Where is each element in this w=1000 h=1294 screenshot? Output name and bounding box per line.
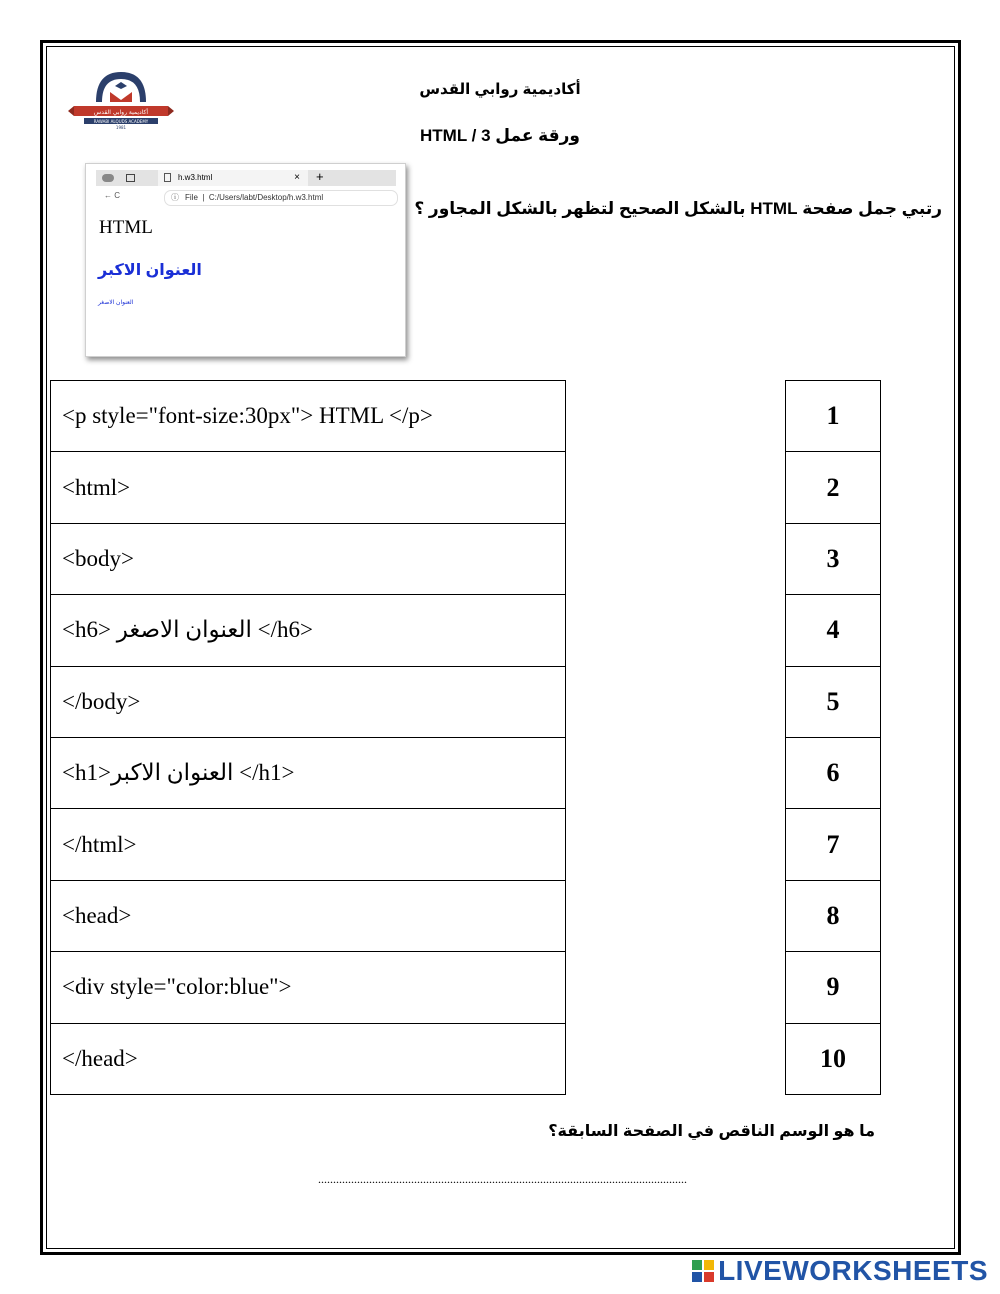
- table-row: [51, 381, 566, 452]
- code-line: <h1>العنوان الاكبر </h1>: [51, 737, 566, 808]
- table-row: [786, 809, 881, 880]
- table-row: [51, 595, 566, 666]
- table-row: [51, 737, 566, 808]
- order-number[interactable]: 9: [786, 952, 881, 1023]
- missing-tag-question: ما هو الوسم الناقص في الصفحة السابقة؟: [548, 1123, 875, 1140]
- preview-heading-large: العنوان الاكبر: [98, 262, 202, 279]
- brand-text: LIVEWORKSHEETS: [718, 1255, 988, 1286]
- close-icon: ×: [294, 172, 300, 183]
- answer-line[interactable]: ...........................................................................................................................: [318, 1172, 687, 1186]
- code-line: <head>: [51, 880, 566, 951]
- school-name: أكاديمية روابي القدس: [419, 81, 581, 98]
- tab-title: h.w3.html: [178, 173, 213, 182]
- table-row: [51, 452, 566, 523]
- address-text: File | C:/Users/labt/Desktop/h.w3.html: [185, 193, 324, 202]
- code-line: <div style="color:blue">: [51, 952, 566, 1023]
- liveworksheets-brand: [692, 1255, 988, 1285]
- table-row: [51, 666, 566, 737]
- table-row: [786, 880, 881, 951]
- table-row: [786, 381, 881, 452]
- table-row: [51, 952, 566, 1023]
- school-logo: [66, 66, 176, 138]
- order-number[interactable]: 2: [786, 452, 881, 523]
- new-tab-icon: +: [316, 169, 324, 184]
- tab-overview-icon: [126, 174, 135, 182]
- svg-text:أكاديمية روابي القدس: أكاديمية روابي القدس: [93, 109, 149, 116]
- order-number[interactable]: 4: [786, 595, 881, 666]
- order-number[interactable]: 10: [786, 1023, 881, 1094]
- order-number[interactable]: 3: [786, 523, 881, 594]
- order-number[interactable]: 1: [786, 381, 881, 452]
- table-row: [51, 809, 566, 880]
- order-number[interactable]: 8: [786, 880, 881, 951]
- table-row: [786, 452, 881, 523]
- order-numbers-table: [785, 380, 881, 1095]
- profile-icon: [102, 174, 114, 182]
- order-number[interactable]: 7: [786, 809, 881, 880]
- table-row: [786, 595, 881, 666]
- browser-tab: [158, 170, 308, 186]
- order-number[interactable]: 6: [786, 737, 881, 808]
- svg-text:RAWABI ALQUDS ACADEMY: RAWABI ALQUDS ACADEMY: [93, 119, 149, 124]
- table-row: [51, 1023, 566, 1094]
- table-row: [786, 737, 881, 808]
- address-bar: [96, 191, 396, 205]
- order-number[interactable]: 5: [786, 666, 881, 737]
- code-line: <html>: [51, 452, 566, 523]
- preview-heading-small: العنوان الاصغر: [98, 300, 134, 306]
- info-icon: ⓘ: [171, 193, 179, 202]
- table-row: [786, 523, 881, 594]
- code-line: </html>: [51, 809, 566, 880]
- code-line: </head>: [51, 1023, 566, 1094]
- brand-logo-icon: [692, 1257, 714, 1289]
- instruction-text: رتبي جمل صفحة HTML بالشكل الصحيح لتظهر بالشكل المجاور ؟: [414, 199, 942, 218]
- worksheet-title: ورقة عمل HTML / 3: [420, 126, 580, 145]
- code-line: <h6> العنوان الاصغر </h6>: [51, 595, 566, 666]
- table-row: [786, 1023, 881, 1094]
- preview-paragraph: HTML: [99, 217, 153, 238]
- svg-text:1981: 1981: [115, 125, 127, 130]
- nav-buttons: ← C: [104, 191, 120, 200]
- browser-tab-bar: [96, 170, 396, 186]
- table-row: [51, 523, 566, 594]
- browser-preview-screenshot: [85, 163, 406, 357]
- code-lines-table: [50, 380, 566, 1095]
- address-box: [164, 190, 398, 206]
- table-row: [786, 952, 881, 1023]
- code-line: <p style="font-size:30px"> HTML </p>: [51, 381, 566, 452]
- file-icon: [164, 173, 171, 182]
- table-row: [51, 880, 566, 951]
- code-line: <body>: [51, 523, 566, 594]
- code-line: </body>: [51, 666, 566, 737]
- table-row: [786, 666, 881, 737]
